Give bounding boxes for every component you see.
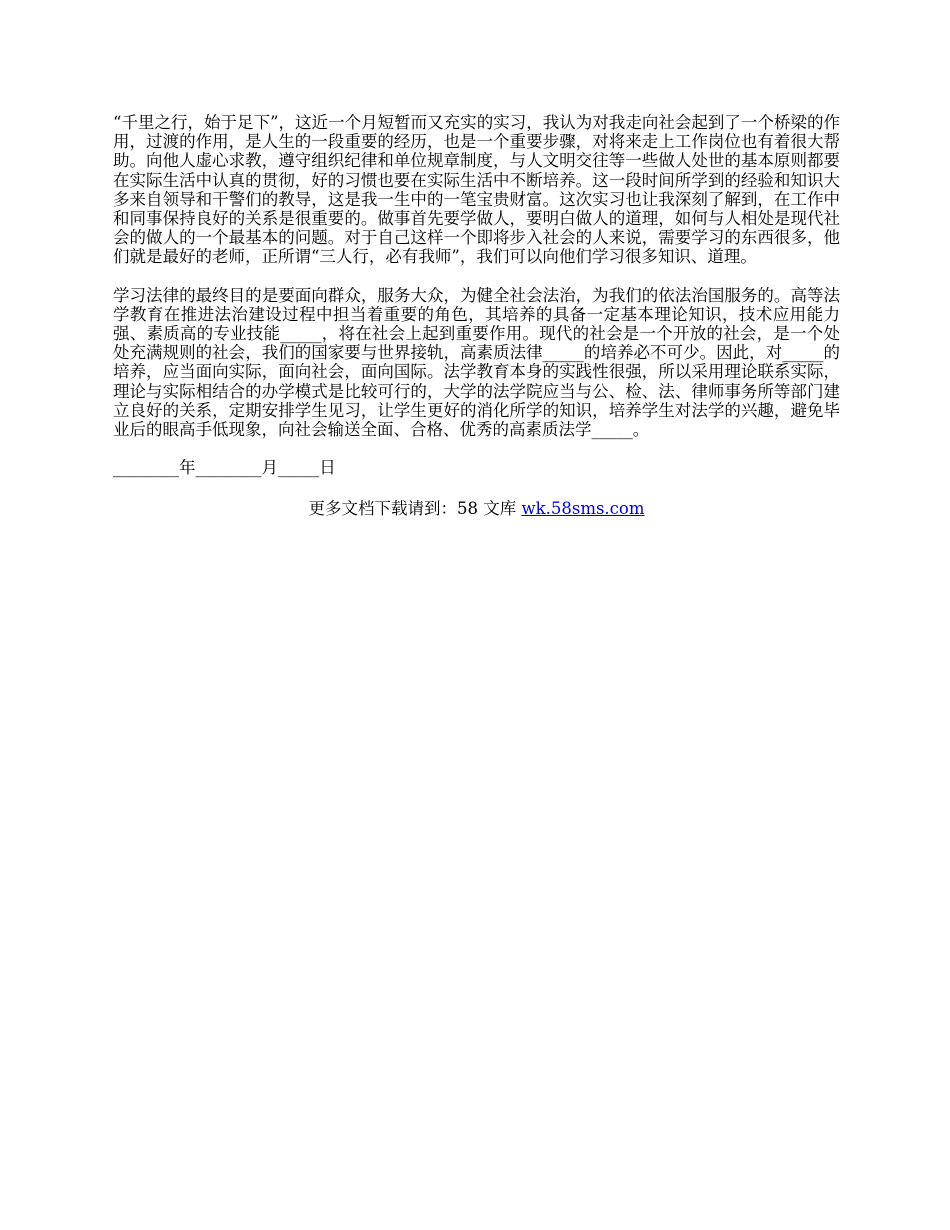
footer-prefix-text: 更多文档下载请到：58 文库 (308, 499, 522, 519)
date-signature-line: ________年________月_____日 (113, 458, 336, 478)
footer-download-link[interactable]: wk.58sms.com (521, 499, 645, 519)
document-page (113, 113, 840, 519)
paragraph-internship-reflection: “千里之行，始于足下”，这近一个月短暂而又充实的实习，我认为对我走向社会起到了一个桥梁的作用，过渡的作用，是人生的一段重要的经历，也是一个重要步骤，对将来走上工作岗位也有着很大帮助。向他人虚心求教，遵守组织纪律和单位规章制度，与人文明交往等一些做人处世的基本原则都要在实际生活中认真的贯彻，好的习惯也要在实际生活中不断培养。这一段时间所学到的经验和知识大多来自领导和干警们的教导，这是我一生中的一笔宝贵财富。这次实习也让我深刻了解到，在工作中和同事保持良好的关系是很重要的。做事首先要学做人，要明白做人的道理，如何与人相处是现代社会的做人的一个最基本的问题。对于自己这样一个即将步入社会的人来说，需要学习的东西很多，他们就是最好的老师，正所谓“三人行，必有我师”，我们可以向他们学习很多知识、道理。 (113, 113, 840, 267)
footer (113, 499, 840, 518)
paragraph-legal-education: 学习法律的最终目的是要面向群众，服务大众，为健全社会法治，为我们的依法治国服务的。高等法学教育在推进法治建设过程中担当着重要的角色，其培养的具备一定基本理论知识，技术应用能力强、素质高的专业技能_____，将在社会上起到重要作用。现代的社会是一个开放的社会，是一个处处充满规则的社会，我们的国家要与世界接轨，高素质法律_____的培养必不可少。因此，对_____的培养，应当面向实际，面向社会，面向国际。法学教育本身的实践性很强，所以采用理论联系实际，理论与实际相结合的办学模式是比较可行的，大学的法学院应当与公、检、法、律师事务所等部门建立良好的关系，定期安排学生见习，让学生更好的消化所学的知识，培养学生对法学的兴趣，避免毕业后的眼高手低现象，向社会输送全面、合格、优秀的高素质法学_____。 (113, 285, 840, 440)
